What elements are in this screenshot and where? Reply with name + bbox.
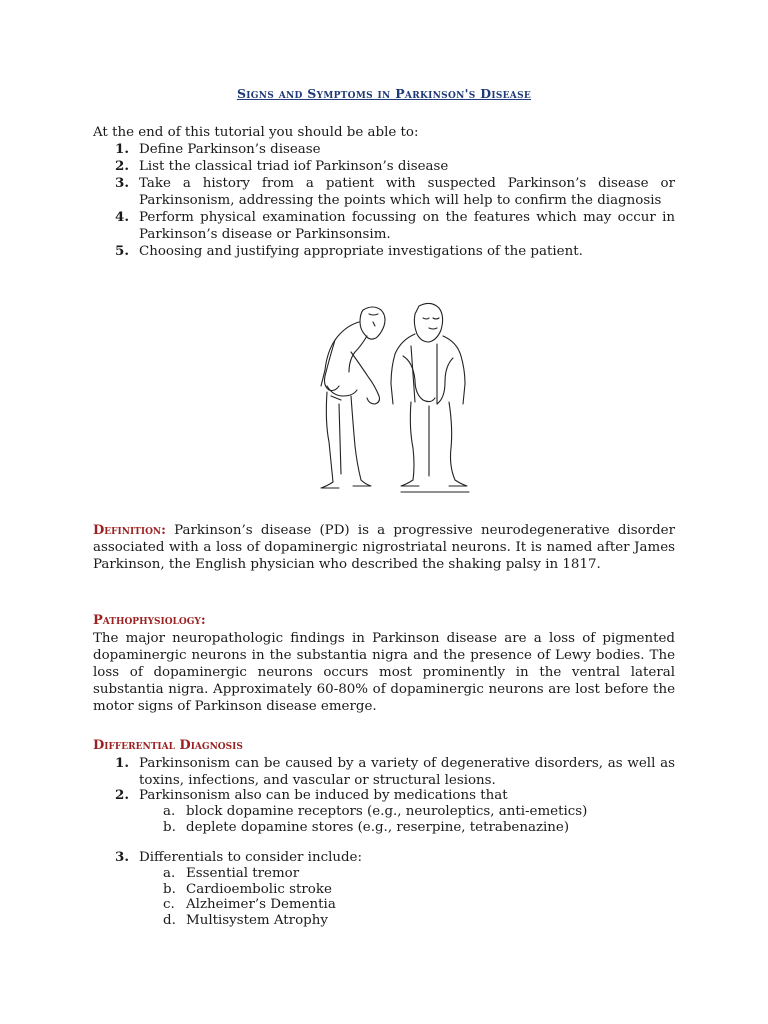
differential-heading: Differential Diagnosis: [93, 738, 243, 753]
sub-list-item: c. Alzheimer’s Dementia: [163, 897, 336, 912]
pathophysiology-heading: Pathophysiology:: [93, 613, 206, 628]
sub-list-item: a. Essential tremor: [163, 866, 300, 881]
differential-item: 3. Differentials to consider include: a. Essential tremor b. Cardioembolic stroke c. Alzheimer’s Dementia d. Multisystem Atrophy: [93, 849, 675, 928]
intro-text: At the end of this tutorial you should be able to:: [93, 125, 419, 140]
parkinson-patients-illustration: [291, 296, 481, 501]
objective-item: 3. Take a history from a patient with suspected Parkinson’s disease or Parkinsonism, addressing the points which will help to confirm the diagnosis: [115, 175, 675, 208]
sub-list-item: b. Cardioembolic stroke: [163, 881, 332, 897]
definition-heading: Definition:: [93, 523, 166, 538]
objective-item: 4. Perform physical examination focussing on the features which may occur in Parkinson’s disease or Parkinsonsim.: [115, 209, 675, 242]
document-title: Signs and Symptoms in Parkinson's Disease: [236, 86, 532, 101]
sub-list-item: d. Multisystem Atrophy: [163, 912, 328, 928]
sub-list-item: a. block dopamine receptors (e.g., neuroleptics, anti-emetics): [163, 804, 588, 819]
differential-item: 1. Parkinsonism can be caused by a variety of degenerative disorders, as well as toxins, infections, and vascular or structural lesions.: [115, 755, 675, 788]
definition-paragraph: Definition: Parkinson’s disease (PD) is a progressive neurodegenerative disorder associated with a loss of dopaminergic nigrostriatal neurons. It is named after James Parkinson, the English physician who described the shaking palsy in 1817.: [93, 523, 675, 572]
objective-item: 5. Choosing and justifying appropriate investigations of the patient.: [115, 243, 583, 259]
objective-item: 1. Define Parkinson’s disease: [115, 141, 321, 157]
right-patient-figure: [391, 303, 469, 492]
objectives-list: [93, 141, 675, 260]
objective-item: 2. List the classical triad iof Parkinson’s disease: [115, 158, 449, 174]
pathophysiology-paragraph: The major neuropathologic findings in Parkinson disease are a loss of pigmented dopaminergic neurons in the substantia nigra and the presence of Lewy bodies. The loss of dopaminergic neurons occurs most prominently in the ventral lateral substantia nigra. Approximately 60-80% of dopaminergic neurons are lost before the motor signs of Parkinson disease emerge.: [93, 631, 675, 714]
differential-item: 2. Parkinsonism also can be induced by medications that a. block dopamine receptors (e.g., neuroleptics, anti-emetics) b. deplete dopamine stores (e.g., reserpine, tetrabenazine): [93, 787, 675, 835]
left-patient-figure: [321, 307, 385, 488]
sub-list-item: b. deplete dopamine stores (e.g., reserpine, tetrabenazine): [163, 819, 570, 835]
